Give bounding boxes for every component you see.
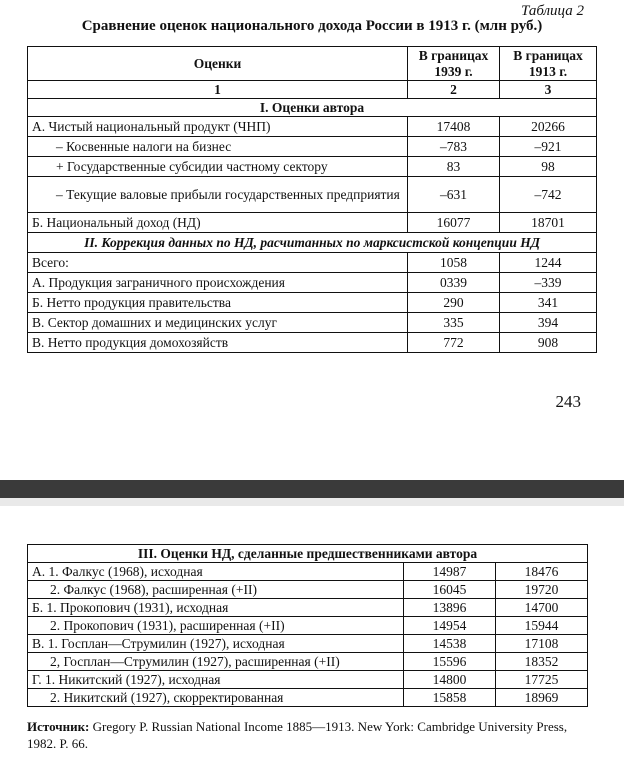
section-header — [28, 233, 597, 253]
table-row — [28, 313, 597, 333]
value-1939: 0339 — [408, 273, 500, 293]
value-1939: 335 — [408, 313, 500, 333]
value-1913: –921 — [500, 137, 597, 157]
value-1913: 15944 — [496, 617, 588, 635]
value-1913: 14700 — [496, 599, 588, 617]
value-1939: 14800 — [404, 671, 496, 689]
value-1939: –783 — [408, 137, 500, 157]
value-1939: 290 — [408, 293, 500, 313]
section2-title: II. Коррекция данных по НД, расчитанных по марксистской концепции НД — [28, 233, 597, 253]
table-row — [28, 177, 597, 213]
predecessor-estimates-table — [27, 544, 588, 707]
value-1913: 19720 — [496, 581, 588, 599]
table-row — [28, 599, 588, 617]
row-label: – Текущие валовые прибыли государственных предприятия — [28, 177, 408, 213]
table-row — [28, 563, 588, 581]
col-number: 2 — [408, 81, 500, 99]
table-row — [28, 273, 597, 293]
value-1939: 14538 — [404, 635, 496, 653]
value-1939: 14954 — [404, 617, 496, 635]
table-label: Таблица 2 — [521, 3, 584, 19]
value-1913: 17725 — [496, 671, 588, 689]
header-row — [28, 47, 597, 81]
value-1939: 17408 — [408, 117, 500, 137]
table-row — [28, 617, 588, 635]
table-row — [28, 671, 588, 689]
value-1913: 18701 — [500, 213, 597, 233]
column-number-row — [28, 81, 597, 99]
section-header — [28, 545, 588, 563]
row-label: Б. Нетто продукция правительства — [28, 293, 408, 313]
table-title: Сравнение оценок национального дохода России в 1913 г. (млн руб.) — [81, 18, 543, 34]
value-1913: 18352 — [496, 653, 588, 671]
header-1939: В границах 1939 г. — [408, 47, 500, 81]
table-row — [28, 213, 597, 233]
row-label: 2. Фалкус (1968), расширенная (+II) — [28, 581, 404, 599]
table-row — [28, 137, 597, 157]
col-number: 1 — [28, 81, 408, 99]
table-row — [28, 653, 588, 671]
value-1939: 14987 — [404, 563, 496, 581]
row-label: В. Нетто продукция домохозяйств — [28, 333, 408, 353]
row-label: А. 1. Фалкус (1968), исходная — [28, 563, 404, 581]
header-1913: В границах 1913 г. — [500, 47, 597, 81]
row-label: В. Сектор домашних и медицинских услуг — [28, 313, 408, 333]
value-1913: 18969 — [496, 689, 588, 707]
header-estimates: Оценки — [28, 47, 408, 81]
value-1913: 908 — [500, 333, 597, 353]
table-row — [28, 635, 588, 653]
row-label: А. Продукция заграничного происхождения — [28, 273, 408, 293]
value-1913: 1244 — [500, 253, 597, 273]
row-label: + Государственные субсидии частному сектору — [28, 157, 408, 177]
row-label: – Косвенные налоги на бизнес — [28, 137, 408, 157]
value-1939: 16077 — [408, 213, 500, 233]
table-row — [28, 293, 597, 313]
row-label: Г. 1. Никитский (1927), исходная — [28, 671, 404, 689]
page-number: 243 — [555, 392, 581, 411]
section3-title: III. Оценки НД, сделанные предшественниками автора — [28, 545, 588, 563]
value-1939: 15858 — [404, 689, 496, 707]
row-label: Всего: — [28, 253, 408, 273]
value-1913: 341 — [500, 293, 597, 313]
value-1939: 772 — [408, 333, 500, 353]
value-1939: 1058 — [408, 253, 500, 273]
table-row — [28, 581, 588, 599]
value-1913: 17108 — [496, 635, 588, 653]
page-divider — [0, 480, 624, 498]
value-1913: 20266 — [500, 117, 597, 137]
value-1913: –742 — [500, 177, 597, 213]
row-label: 2, Госплан—Струмилин (1927), расширенная (+II) — [28, 653, 404, 671]
row-label: 2. Прокопович (1931), расширенная (+II) — [28, 617, 404, 635]
table-row — [28, 157, 597, 177]
value-1939: 13896 — [404, 599, 496, 617]
value-1939: 16045 — [404, 581, 496, 599]
row-label: В. 1. Госплан—Струмилин (1927), исходная — [28, 635, 404, 653]
value-1913: –339 — [500, 273, 597, 293]
section1-title: I. Оценки автора — [28, 99, 597, 117]
table-row — [28, 689, 588, 707]
value-1939: –631 — [408, 177, 500, 213]
value-1913: 394 — [500, 313, 597, 333]
table-row — [28, 333, 597, 353]
row-label: А. Чистый национальный продукт (ЧНП) — [28, 117, 408, 137]
value-1913: 98 — [500, 157, 597, 177]
section-header — [28, 99, 597, 117]
value-1913: 18476 — [496, 563, 588, 581]
col-number: 3 — [500, 81, 597, 99]
row-label: Б. Национальный доход (НД) — [28, 213, 408, 233]
source-label: Источник: — [27, 719, 90, 734]
source-note — [27, 718, 587, 752]
value-1939: 83 — [408, 157, 500, 177]
value-1939: 15596 — [404, 653, 496, 671]
table-row — [28, 117, 597, 137]
table-row — [28, 253, 597, 273]
source-text: Gregory P. Russian National Income 1885—1913. New York: Cambridge University Press, 1982. P. 66. — [27, 719, 568, 751]
row-label: Б. 1. Прокопович (1931), исходная — [28, 599, 404, 617]
income-table — [27, 46, 597, 353]
page-gap — [0, 498, 624, 506]
row-label: 2. Никитский (1927), скорректированная — [28, 689, 404, 707]
